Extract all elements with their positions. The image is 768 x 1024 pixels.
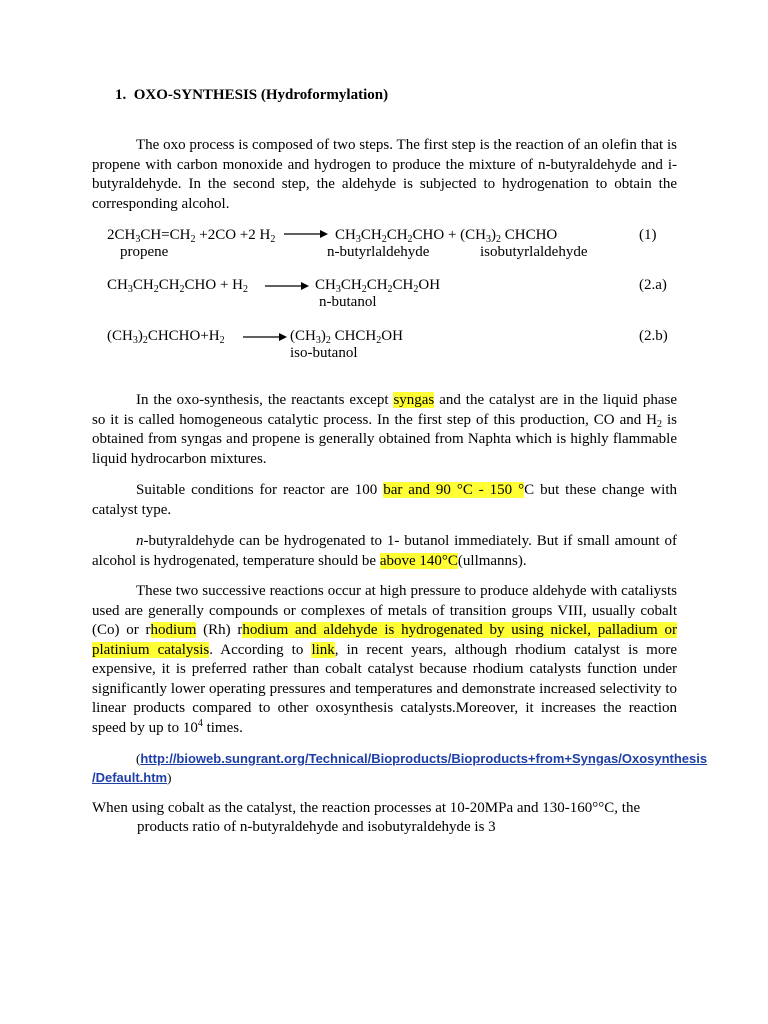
text-run: Suitable conditions for reactor are 100: [136, 482, 384, 498]
text-run: In the oxo-synthesis, the reactants except: [136, 392, 394, 408]
paragraph-cobalt-line-2: products ratio of n-butyraldehyde and isobutyraldehyde is 3: [137, 819, 496, 835]
equation-2b-label-iso-butanol: iso-butanol: [290, 345, 358, 361]
superscript: 4: [197, 717, 203, 729]
text-run: times.: [202, 719, 243, 736]
text-run: is obtained from syngas and propene is generally obtained from Naphta which is highly flammable liquid hydrocarbon mixtures.: [92, 411, 677, 467]
subscript: 2: [657, 418, 663, 430]
equation-1-number: (1): [639, 227, 657, 243]
section-heading: [115, 86, 388, 105]
reference-link-line-2: /Default.htm): [92, 770, 172, 785]
equation-2a-product: $CH_3CH_2CH_2CH_2OH$: [315, 277, 441, 295]
equation-2b-product: $(CH_3)_2$ $CHCH_2OH$: [290, 328, 403, 346]
equation-2a-reactants: $CH_3CH_2CH_2CHO + H_2$: [107, 277, 248, 295]
text-run: (Rh) r: [196, 622, 243, 638]
italic-n: n: [136, 533, 144, 549]
equation-1-products: $CH_3CH_2CH_2CHO + (CH_3)_2$ CHCHO: [335, 227, 558, 245]
equation-2a-label-n-butanol: n-butanol: [319, 294, 377, 310]
reference-link[interactable]: http://bioweb.sungrant.org/Technical/Bioproducts/Bioproducts+from+Syngas/Oxosynthesis: [140, 751, 708, 766]
equation-2a-number: (2.a): [639, 277, 667, 293]
reaction-arrow-icon: [284, 228, 328, 240]
paragraph-conditions: [92, 481, 677, 520]
text-run: C but these change with catalyst type.: [92, 482, 677, 518]
reference-link-continued[interactable]: /Default.htm: [92, 770, 168, 785]
text-run: . According to: [209, 641, 312, 658]
highlight-syngas: syngas: [393, 392, 435, 408]
text-run: , in recent years, although rhodium catalyst is more expensive, it is preferred rather than cobalt catalyst because rhodium catalysts function under significantly lower operating pressures and temperatures and demonstrate increased selectivity to linear products compared to other oxosynthesis catalysts.Moreover, it increases the reaction speed by up to 10: [92, 641, 677, 736]
equation-1-label-propene: propene: [120, 244, 169, 260]
text-run: These two successive reactions occur at high pressure to produce aldehyde with cataliysts used are generally compounds or complexes of metals of transition groups VIII, usually cobalt (Co) or r: [92, 583, 677, 638]
highlight-hydrogenation-catalysts: hodium and aldehyde is hydrogenated by using nickel, palladium or platinium catalysis: [92, 622, 677, 658]
reference-link-line-1: (http://bioweb.sungrant.org/Technical/Bioproducts/Bioproducts+from+Syngas/Oxosynthesis: [136, 751, 708, 766]
section-number: 1.: [115, 87, 127, 103]
text-run: (ullmanns).: [457, 552, 527, 569]
reaction-arrow-icon: [243, 331, 287, 343]
reaction-arrow-icon: [265, 280, 309, 292]
section-title: OXO-SYNTHESIS (Hydroformylation): [133, 87, 389, 103]
highlight-above-140: above 140°C: [379, 552, 458, 569]
equation-1-label-isobutyraldehyde: isobutyrlaldehyde: [480, 244, 588, 260]
highlight-rhodium: hodium: [150, 622, 197, 638]
paragraph-hydrogenation: [92, 532, 677, 571]
equation-2b-reactants: $(CH_3)_2CHCHO+H_2$: [107, 328, 225, 346]
equation-2b-number: (2.b): [639, 328, 668, 344]
equation-1-reactants: $2CH_3CH=CH_2 +2CO +2$ $H_2$: [107, 227, 276, 245]
highlight-link: link: [311, 641, 335, 658]
paragraph-cobalt-line-1: When using cobalt as the catalyst, the reaction processes at 10-20MPa and 130-160°°C, the: [92, 800, 641, 816]
intro-paragraph: The oxo process is composed of two steps. The first step is the reaction of an olefin that is propene with carbon monoxide and hydrogen to produce the mixture of n-butyraldehyde and i-butyraldehyde. In the second step, the aldehyde is subjected to hydrogenation to obtain the corresponding alcohol.: [92, 137, 677, 212]
text-run: and the catalyst are in the liquid phase so it is called homogeneous catalytic process. In the first step of this production, CO and H: [92, 392, 677, 428]
highlight-temperature-range: bar and 90 °C - 150 °: [383, 482, 525, 498]
paragraph-catalysts: [92, 582, 677, 738]
paragraph-homogeneous: [92, 391, 677, 469]
equation-1-label-n-butyraldehyde: n-butyrlaldehyde: [327, 244, 430, 260]
text-run: -butyraldehyde can be hydrogenated to 1- butanol immediately. But if small amount of alcohol is hydrogenated, temperature should be: [92, 533, 677, 569]
